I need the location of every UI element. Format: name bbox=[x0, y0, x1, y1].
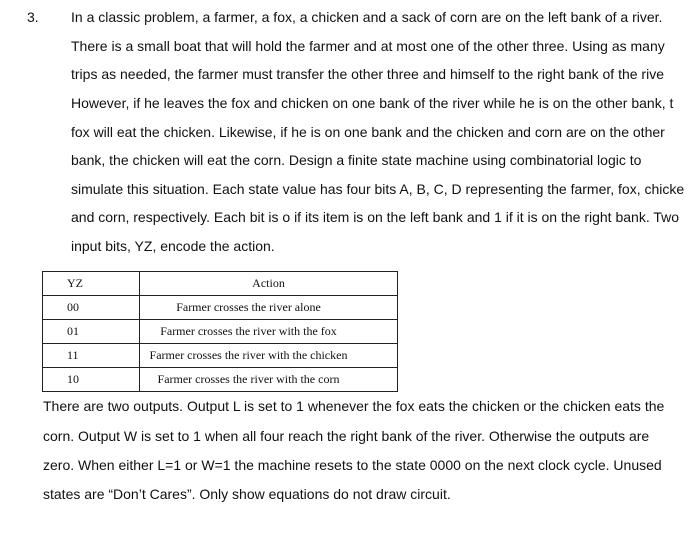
table-row bbox=[43, 344, 398, 368]
table-header-row bbox=[43, 272, 398, 296]
intro-line-7: simulate this situation. Each state value has four bits A, B, C, D representing the farmer, fox, chicke bbox=[71, 181, 685, 197]
intro-line-8: and corn, respectively. Each bit is o if its item is on the left bank and 1 if it is on the right bank. Two bbox=[71, 209, 680, 225]
table-cell-action: Farmer crosses the river with the corn bbox=[140, 368, 398, 392]
intro-line-9: input bits, YZ, encode the action. bbox=[71, 238, 275, 254]
table-cell-action: Farmer crosses the river with the fox bbox=[140, 320, 398, 344]
intro-line-6: bank, the chicken will eat the corn. Design a finite state machine using combinatorial logic to bbox=[71, 152, 642, 168]
table-row bbox=[43, 296, 398, 320]
intro-line-4: However, if he leaves the fox and chicken on one bank of the river while he is on the other bank, t bbox=[71, 95, 674, 111]
table-cell-yz: 10 bbox=[43, 368, 140, 392]
table-row bbox=[43, 368, 398, 392]
header-yz: YZ bbox=[43, 272, 140, 296]
intro-line-2: There is a small boat that will hold the farmer and at most one of the other three. Using as many bbox=[71, 38, 665, 54]
outro-line-4: states are “Don’t Cares”. Only show equations do not draw circuit. bbox=[43, 486, 451, 502]
table-cell-yz: 01 bbox=[43, 320, 140, 344]
table-cell-yz: 11 bbox=[43, 344, 140, 368]
table-cell-action: Farmer crosses the river with the chicken bbox=[140, 344, 398, 368]
intro-line-5: fox will eat the chicken. Likewise, if he is on one bank and the chicken and corn are on the other bbox=[71, 124, 665, 140]
table-cell-action: Farmer crosses the river alone bbox=[140, 296, 398, 320]
header-action: Action bbox=[140, 272, 398, 296]
table-row bbox=[43, 320, 398, 344]
intro-line-1: In a classic problem, a farmer, a fox, a chicken and a sack of corn are on the left bank of a river. bbox=[71, 9, 663, 25]
intro-line-3: trips as needed, the farmer must transfer the other three and himself to the right bank of the rive bbox=[71, 66, 664, 82]
table-cell-yz: 00 bbox=[43, 296, 140, 320]
problem-number: 3. bbox=[27, 9, 39, 25]
outro-line-2: corn. Output W is set to 1 when all four reach the right bank of the river. Otherwise the outputs are bbox=[43, 428, 650, 444]
outro-line-3: zero. When either L=1 or W=1 the machine resets to the state 0000 on the next clock cycle. Unused bbox=[43, 457, 662, 473]
outro-line-1: There are two outputs. Output L is set to 1 whenever the fox eats the chicken or the chicken eats the bbox=[43, 398, 665, 414]
action-table bbox=[42, 271, 398, 392]
